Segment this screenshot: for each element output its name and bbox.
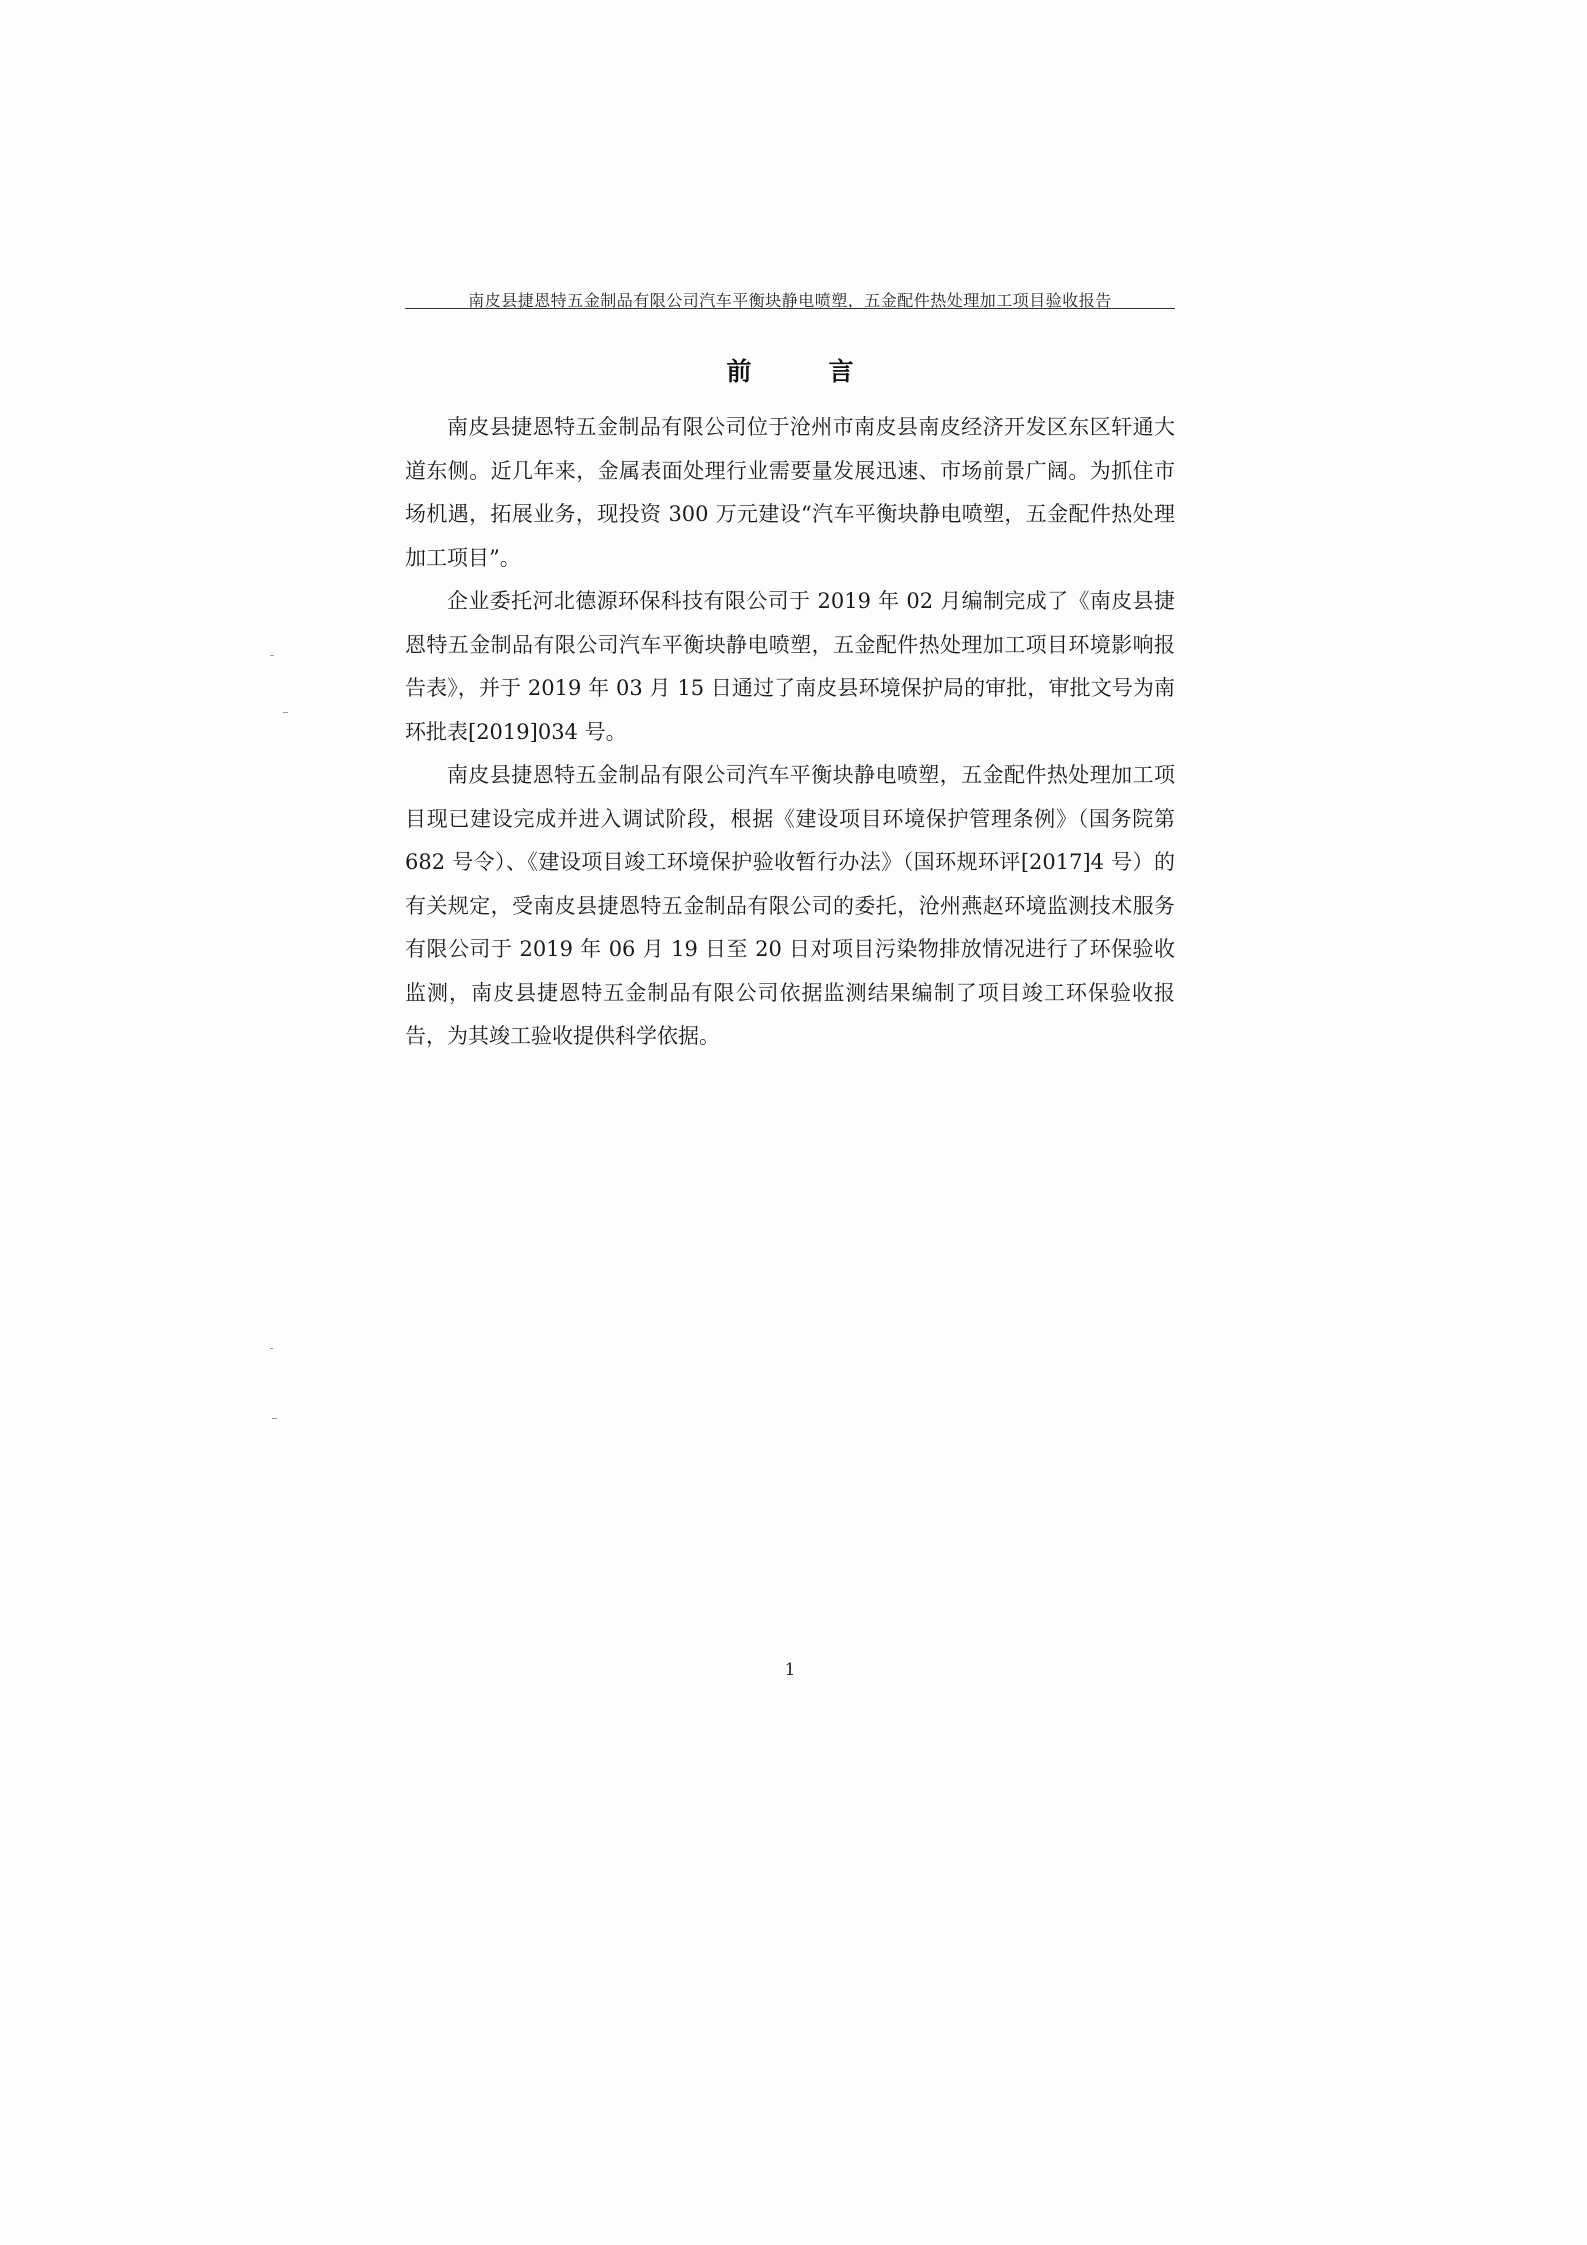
body-text bbox=[405, 406, 1175, 1059]
scan-speck bbox=[283, 712, 288, 713]
page-number: 1 bbox=[784, 1660, 796, 1680]
running-header: 南皮县捷恩特五金制品有限公司汽车平衡块静电喷塑，五金配件热处理加工项目验收报告 bbox=[468, 291, 1112, 310]
header-rule bbox=[405, 308, 1175, 309]
scan-speck bbox=[272, 1418, 277, 1419]
paragraph-2: 企业委托河北德源环保科技有限公司于 2019 年 02 月编制完成了《南皮县捷恩特五金制品有限公司汽车平衡块静电喷塑，五金配件热处理加工项目环境影响报告表》，并于 2019 年 03 月 15 日通过了南皮县环境保护局的审批，审批文号为南环批表[2019]034 号。 bbox=[405, 589, 1175, 744]
paragraph-3: 南皮县捷恩特五金制品有限公司汽车平衡块静电喷塑，五金配件热处理加工项目现已建设完成并进入调试阶段，根据《建设项目环境保护管理条例》（国务院第 682 号令）、《建设项目竣工环境保护验收暂行办法》（国环规环评[2017]4 号）的有关规定，受南皮县捷恩特五金制品有限公司的委托，沧州燕赵环境监测技术服务有限公司于 2019 年 06 月 19 日至 20 日对项目污染物排放情况进行了环保验收监测，南皮县捷恩特五金制品有限公司依据监测结果编制了项目竣工环保验收报告，为其竣工验收提供科学依据。 bbox=[405, 763, 1175, 1048]
paragraph-1: 南皮县捷恩特五金制品有限公司位于沧州市南皮县南皮经济开发区东区轩通大道东侧。近几年来，金属表面处理行业需要量发展迅速、市场前景广阔。为抓住市场机遇，拓展业务，现投资 300 万元建设“汽车平衡块静电喷塑，五金配件热处理加工项目”。 bbox=[405, 415, 1175, 570]
scan-speck bbox=[270, 655, 274, 656]
page-title: 前 言 bbox=[726, 357, 880, 386]
scan-speck bbox=[270, 1348, 273, 1349]
